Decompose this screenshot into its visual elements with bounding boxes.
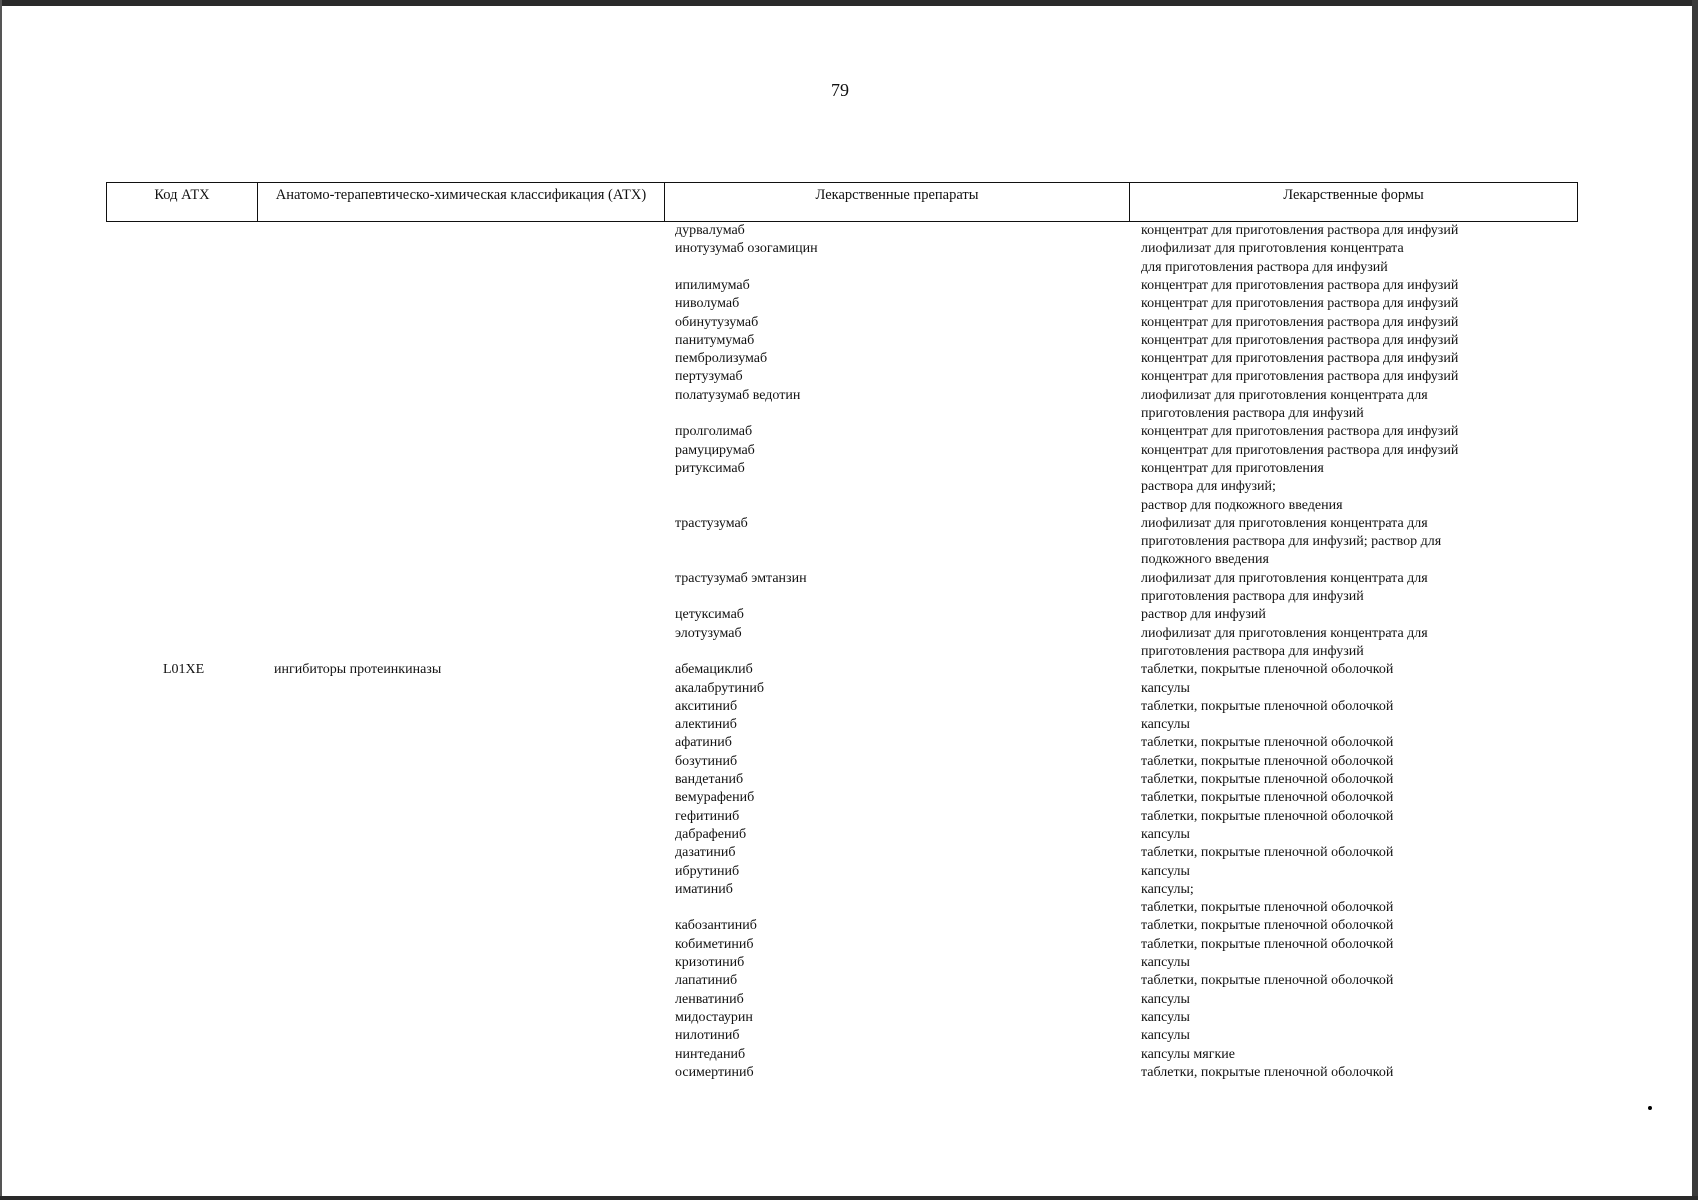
dosage-form-cell: подкожного введения xyxy=(1141,552,1269,568)
dosage-form-cell: приготовления раствора для инфузий xyxy=(1141,643,1364,659)
page-number: 79 xyxy=(831,80,849,100)
drug-name-cell: ритуксимаб xyxy=(675,460,745,476)
drug-name-cell: нилотиниб xyxy=(675,1028,740,1044)
dosage-form-cell: концентрат для приготовления xyxy=(1141,460,1324,476)
drug-name-cell: вемурафениб xyxy=(675,790,755,806)
drug-name-cell: гефитиниб xyxy=(675,808,740,824)
dosage-form-cell: таблетки, покрытые пленочной оболочкой xyxy=(1141,1064,1394,1080)
atc-code-cell: L01XE xyxy=(163,662,205,678)
drug-name-cell: дазатиниб xyxy=(675,845,736,861)
drug-name-cell: цетуксимаб xyxy=(675,607,744,623)
dosage-form-cell: приготовления раствора для инфузий xyxy=(1141,406,1364,421)
drug-name-cell: алектиниб xyxy=(675,717,737,733)
drug-name-cell: афатиниб xyxy=(675,735,732,751)
dosage-form-cell: лиофилизат для приготовления концентрата для xyxy=(1141,625,1428,641)
dosage-form-cell: таблетки, покрытые пленочной оболочкой xyxy=(1141,936,1394,952)
drug-name-cell: панитумумаб xyxy=(675,332,755,348)
dosage-form-cell: таблетки, покрытые пленочной оболочкой xyxy=(1141,735,1394,751)
dosage-form-cell: лиофилизат для приготовления концентрата xyxy=(1141,241,1404,257)
drug-name-cell: пембролизумаб xyxy=(675,351,768,367)
dosage-form-cell: таблетки, покрытые пленочной оболочкой xyxy=(1141,900,1394,916)
scan-border-bottom xyxy=(0,1196,1698,1200)
drug-name-cell: мидостаурин xyxy=(675,1009,753,1025)
drug-name-cell: лапатиниб xyxy=(675,973,738,989)
dosage-form-cell: капсулы xyxy=(1141,1009,1190,1025)
dosage-form-cell: концентрат для приготовления раствора для инфузий xyxy=(1141,332,1459,348)
dosage-form-cell: концентрат для приготовления раствора для инфузий xyxy=(1141,442,1459,458)
dosage-form-cell: концентрат для приготовления раствора для инфузий xyxy=(1141,296,1459,312)
drug-name-cell: элотузумаб xyxy=(675,625,742,641)
dosage-form-cell: капсулы xyxy=(1141,863,1190,879)
scan-speck xyxy=(1648,1106,1652,1110)
drug-name-cell: инотузумаб озогамицин xyxy=(675,241,818,257)
table-header xyxy=(106,182,1578,222)
drug-name-cell: акситиниб xyxy=(675,698,738,714)
drug-name-cell: кабозантиниб xyxy=(675,918,757,934)
dosage-form-cell: капсулы xyxy=(1141,680,1190,696)
drug-name-cell: кризотиниб xyxy=(675,955,745,970)
dosage-form-cell: концентрат для приготовления раствора для инфузий xyxy=(1141,369,1459,385)
dosage-form-cell: концентрат для приготовления раствора для инфузий xyxy=(1141,314,1459,330)
drug-name-cell: ибрутиниб xyxy=(675,863,740,879)
dosage-form-cell: капсулы xyxy=(1141,826,1190,842)
drug-name-cell: дурвалумаб xyxy=(675,223,745,238)
drug-name-cell: трастузумаб эмтанзин xyxy=(675,570,807,586)
dosage-form-cell: концентрат для приготовления раствора для инфузий xyxy=(1141,223,1459,238)
header-drugs: Лекарственные препараты xyxy=(665,183,1130,221)
dosage-form-cell: капсулы xyxy=(1141,1028,1190,1044)
drug-name-cell: пертузумаб xyxy=(675,369,743,385)
header-classification: Анатомо-терапевтическо-химическая классификация (АТХ) xyxy=(258,183,665,221)
dosage-form-cell: таблетки, покрытые пленочной оболочкой xyxy=(1141,662,1394,678)
drug-name-cell: полатузумаб ведотин xyxy=(675,387,801,403)
drug-name-cell: иматиниб xyxy=(675,881,733,897)
dosage-form-cell: таблетки, покрытые пленочной оболочкой xyxy=(1141,772,1394,787)
dosage-form-cell: капсулы xyxy=(1141,717,1190,733)
dosage-form-cell: таблетки, покрытые пленочной оболочкой xyxy=(1141,698,1394,714)
drug-name-cell: кобиметиниб xyxy=(675,936,754,952)
drug-name-cell: обинутузумаб xyxy=(675,314,759,330)
dosage-form-cell: концентрат для приготовления раствора для инфузий xyxy=(1141,277,1459,293)
dosage-form-cell: капсулы мягкие xyxy=(1141,1046,1235,1062)
drug-name-cell: ниволумаб xyxy=(675,296,740,312)
dosage-form-cell: для приготовления раствора для инфузий xyxy=(1141,259,1388,275)
drug-name-cell: трастузумаб xyxy=(675,515,748,531)
drug-name-cell: рамуцирумаб xyxy=(675,442,755,458)
scan-border-left xyxy=(0,0,2,1200)
dosage-form-cell: раствор для подкожного введения xyxy=(1141,497,1343,513)
drug-name-cell: осимертиниб xyxy=(675,1064,754,1080)
drug-name-cell: бозутиниб xyxy=(675,753,738,769)
drug-name-cell: ипилимумаб xyxy=(675,277,750,293)
drug-name-cell: абемациклиб xyxy=(675,662,753,678)
header-forms: Лекарственные формы xyxy=(1283,187,1424,203)
drug-name-cell: дабрафениб xyxy=(675,826,747,842)
dosage-form-cell: капсулы xyxy=(1141,991,1190,1007)
dosage-form-cell: капсулы; xyxy=(1141,881,1194,897)
dosage-form-cell: таблетки, покрытые пленочной оболочкой xyxy=(1141,918,1394,934)
dosage-form-cell: концентрат для приготовления раствора для инфузий xyxy=(1141,424,1459,440)
drug-name-cell: ленватиниб xyxy=(675,991,744,1007)
dosage-form-cell: лиофилизат для приготовления концентрата для xyxy=(1141,570,1428,586)
drug-name-cell: акалабрутиниб xyxy=(675,680,764,696)
dosage-form-cell: таблетки, покрытые пленочной оболочкой xyxy=(1141,790,1394,806)
dosage-form-cell: приготовления раствора для инфузий; раствор для xyxy=(1141,534,1442,550)
header-code: Код АТХ xyxy=(107,183,258,221)
dosage-form-cell: концентрат для приготовления раствора для инфузий xyxy=(1141,351,1459,367)
scan-border-right xyxy=(1692,0,1698,1200)
drug-name-cell: пролголимаб xyxy=(675,424,753,440)
dosage-form-cell: лиофилизат для приготовления концентрата для xyxy=(1141,387,1428,403)
dosage-form-cell: таблетки, покрытые пленочной оболочкой xyxy=(1141,973,1394,989)
dosage-form-cell: таблетки, покрытые пленочной оболочкой xyxy=(1141,808,1394,824)
dosage-form-cell: капсулы xyxy=(1141,955,1190,970)
dosage-form-cell: лиофилизат для приготовления концентрата для xyxy=(1141,515,1428,531)
dosage-form-cell: таблетки, покрытые пленочной оболочкой xyxy=(1141,753,1394,769)
dosage-form-cell: таблетки, покрытые пленочной оболочкой xyxy=(1141,845,1394,861)
dosage-form-cell: приготовления раствора для инфузий xyxy=(1141,589,1364,604)
drug-name-cell: вандетаниб xyxy=(675,772,744,787)
drug-name-cell: нинтеданиб xyxy=(675,1046,746,1062)
classification-cell: ингибиторы протеинкиназы xyxy=(274,662,442,678)
scan-border-top xyxy=(0,0,1698,6)
dosage-form-cell: раствор для инфузий xyxy=(1141,607,1266,623)
dosage-form-cell: раствора для инфузий; xyxy=(1141,479,1276,495)
